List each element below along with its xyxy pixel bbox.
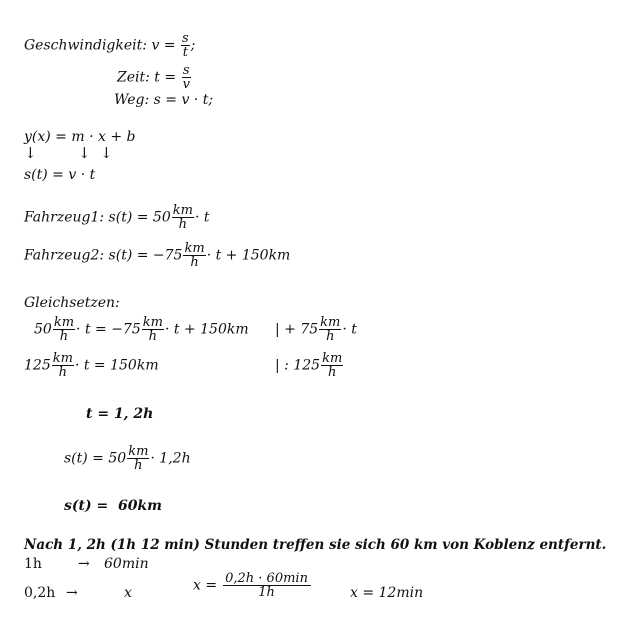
- way-label: Weg:: [114, 92, 150, 108]
- unit-fraction: $\frac{km}{h}$: [184, 241, 205, 270]
- conclusion-sentence: Nach 1, 2h (1h 12 min) Stunden treffen sie sich 60 km von Koblenz entfernt.: [24, 537, 607, 553]
- vehicle2-equation: Fahrzeug2: s(t) = −75 $\frac{km}{h}$ · t + 150km: [24, 241, 291, 270]
- equation-simplified: 125 $\frac{km}{h}$ · t = 150km: [24, 351, 159, 380]
- solve-heading: Gleichsetzen:: [24, 295, 120, 311]
- vehicle1-label: Fahrzeug1:: [24, 209, 105, 226]
- unit-fraction: $\frac{km}{h}$: [52, 351, 73, 380]
- unit-fraction: $\frac{km}{h}$: [142, 315, 163, 344]
- proportion-row-2-left: 0,2h: [24, 585, 56, 601]
- x-result: x = 12min: [350, 585, 424, 601]
- x-calculation: x = 0,2h · 60min 1h: [193, 572, 312, 599]
- time-label: Zeit:: [117, 69, 150, 86]
- distance-calc: s(t) = 50 $\frac{km}{h}$ · 1,2h: [64, 444, 191, 473]
- speed-lhs: v =: [151, 37, 176, 54]
- x-fraction: 0,2h · 60min 1h: [223, 572, 311, 599]
- unit-fraction: $\frac{km}{h}$: [320, 315, 341, 344]
- proportion-row-2-right: x: [124, 585, 132, 601]
- arrow-down-icon: ↓: [78, 144, 91, 162]
- vehicle1-equation: Fahrzeug1: s(t) = 50 $\frac{km}{h}$ · t: [24, 203, 210, 232]
- speed-label: Geschwindigkeit:: [24, 37, 147, 54]
- way-formula: [114, 92, 213, 108]
- equation-set: 50 $\frac{km}{h}$ · t = −75 $\frac{km}{h}$ · t + 150km: [34, 315, 249, 344]
- proportion-row-1-right: 60min: [104, 556, 149, 572]
- result-time: t = 1, 2h: [86, 406, 154, 422]
- linear-general: y(x) = m · x + b: [24, 129, 136, 145]
- time-lhs: t =: [154, 69, 177, 86]
- operation-add: | + 75 $\frac{km}{h}$ · t: [275, 315, 357, 344]
- unit-fraction: $\frac{km}{h}$: [322, 351, 343, 380]
- way-expr: s = v · t;: [153, 92, 214, 108]
- operation-divide: | : 125 $\frac{km}{h}$: [275, 351, 343, 380]
- unit-fraction: $\frac{km}{h}$: [172, 203, 193, 232]
- time-formula: [117, 64, 192, 91]
- arrow-down-icon: ↓: [24, 144, 37, 162]
- proportion-row-1-left: 1h: [24, 556, 42, 572]
- unit-fraction: $\frac{km}{h}$: [128, 444, 149, 473]
- result-distance: s(t) = 60km: [64, 498, 162, 514]
- unit-fraction: $\frac{km}{h}$: [53, 315, 75, 344]
- speed-formula: Geschwindigkeit: v = $\frac{s}{t}$ ;: [24, 31, 196, 60]
- arrow-right-icon: →: [66, 585, 78, 601]
- arrow-down-icon: ↓: [100, 144, 113, 162]
- linear-specific: s(t) = v · t: [24, 167, 96, 183]
- vehicle2-label: Fahrzeug2:: [24, 247, 105, 264]
- arrow-right-icon: →: [78, 556, 90, 572]
- speed-fraction: $\frac{s}{t}$: [181, 31, 189, 60]
- time-fraction: $\frac{s}{v}$: [182, 63, 190, 92]
